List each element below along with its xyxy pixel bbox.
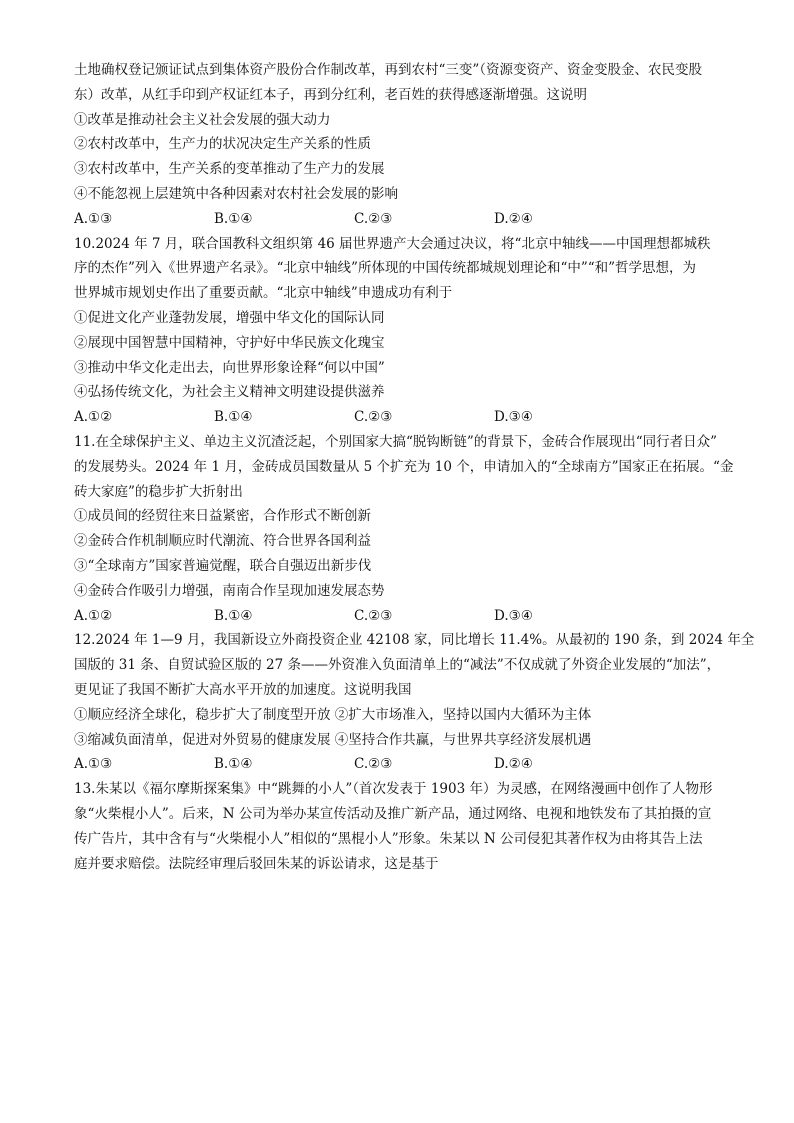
statement-item: ④弘扬传统文化，为社会主义精神文明建设提供滋养 xyxy=(74,384,385,401)
question-9 xyxy=(74,58,734,232)
question-text-line: 10.2024 年 7 月，联合国教科文组织第 46 届世界遗产大会通过决议，将“北京中轴线——中国理想都城秩 xyxy=(74,235,711,252)
option-d[interactable]: D.②④ xyxy=(494,210,533,227)
answer-options xyxy=(74,207,734,232)
question-10 xyxy=(74,232,734,430)
option-c[interactable]: C.②③ xyxy=(354,756,393,773)
option-c[interactable]: C.②③ xyxy=(354,607,393,624)
question-text-line: 11.在全球保护主义、单边主义沉渣泛起，个别国家大搞“脱钩断链”的背景下，金砖合作展现出“同行者日众” xyxy=(74,433,718,450)
question-13 xyxy=(74,777,734,876)
statement-item: ②金砖合作机制顺应时代潮流、符合世界各国利益 xyxy=(74,533,371,550)
option-b[interactable]: B.①④ xyxy=(214,756,253,773)
answer-options xyxy=(74,604,734,629)
statement-item: ①促进文化产业蓬勃发展，增强中华文化的国际认同 xyxy=(74,309,385,326)
statement-item: ②展现中国智慧中国精神，守护好中华民族文化瑰宝 xyxy=(74,334,385,351)
question-text-line: 国版的 31 条、自贸试验区版的 27 条——外资准入负面清单上的“减法”不仅成就了外资企业发展的“加法”， xyxy=(74,657,721,674)
question-text-line: 更见证了我国不断扩大高水平开放的加速度。这说明我国 xyxy=(74,681,412,698)
answer-options xyxy=(74,405,734,430)
statement-item: ①顺应经济全球化，稳步扩大了制度型开放 ②扩大市场准入，坚持以国内大循环为主体 xyxy=(74,706,592,723)
question-text-line: 传广告片，其中含有与“火柴棍小人”相似的“黑棍小人”形象。朱某以 N 公司侵犯其著作权为由将其告上法 xyxy=(74,830,703,847)
question-text-line: 世界城市规划史作出了重要贡献。“北京中轴线”申遗成功有利于 xyxy=(74,285,453,302)
option-d[interactable]: D.③④ xyxy=(494,607,533,624)
question-12 xyxy=(74,628,755,777)
option-a[interactable]: A.①② xyxy=(74,409,113,426)
statement-item: ①成员间的经贸往来日益紧密，合作形式不断创新 xyxy=(74,508,371,525)
option-b[interactable]: B.①④ xyxy=(214,409,253,426)
option-d[interactable]: D.③④ xyxy=(494,409,533,426)
option-c[interactable]: C.②③ xyxy=(354,210,393,227)
statement-item: ②农村改革中，生产力的状况决定生产关系的性质 xyxy=(74,136,371,153)
option-c[interactable]: C.②③ xyxy=(354,409,393,426)
statement-item: ③“全球南方”国家普遍觉醒，联合自强迈出新步伐 xyxy=(74,557,372,574)
question-text-line: 砖大家庭”的稳步扩大折射出 xyxy=(74,483,243,500)
option-a[interactable]: A.①③ xyxy=(74,210,113,227)
option-a[interactable]: A.①② xyxy=(74,607,113,624)
statement-item: ①改革是推动社会主义社会发展的强大动力 xyxy=(74,111,331,128)
statement-item: ③缩减负面清单，促进对外贸易的健康发展 ④坚持合作共赢，与世界共享经济发展机遇 xyxy=(74,731,592,748)
question-text-line: 庭并要求赔偿。法院经审理后驳回朱某的诉讼请求，这是基于 xyxy=(74,855,439,872)
option-b[interactable]: B.①④ xyxy=(214,607,253,624)
question-text-line: 13.朱某以《福尔摩斯探案集》中“跳舞的小人”（首次发表于 1903 年）为灵感，在网络漫画中创作了人物形 xyxy=(74,781,713,798)
question-text-line: 东）改革，从红手印到产权证红本子，再到分红利，老百姓的获得感逐渐增强。这说明 xyxy=(74,86,587,103)
question-text-line: 序的杰作”列入《世界遗产名录》。“北京中轴线”所体现的中国传统都城规划理论和“中”“和”哲学思想，为 xyxy=(74,260,697,277)
statement-item: ④不能忽视上层建筑中各种因素对农村社会发展的影响 xyxy=(74,185,398,202)
statement-item: ③推动中华文化走出去，向世界形象诠释“何以中国” xyxy=(74,359,385,376)
statement-item: ③农村改革中，生产关系的变革推动了生产力的发展 xyxy=(74,161,385,178)
question-text-line: 象“火柴棍小人”。后来，N 公司为举办某宣传活动及推广新产品，通过网络、电视和地铁发布了其拍摄的宣 xyxy=(74,805,712,822)
statement-item: ④金砖合作吸引力增强，南南合作呈现加速发展态势 xyxy=(74,582,385,599)
question-text-line: 土地确权登记颁证试点到集体资产股份合作制改革，再到农村“三变”（资源变资产、资金变股金、农民变股 xyxy=(74,62,703,78)
exam-page xyxy=(74,58,755,876)
option-a[interactable]: A.①③ xyxy=(74,756,113,773)
option-d[interactable]: D.②④ xyxy=(494,756,533,773)
answer-options xyxy=(74,752,734,777)
option-b[interactable]: B.①④ xyxy=(214,210,253,227)
question-11 xyxy=(74,430,734,628)
question-text-line: 12.2024 年 1—9 月，我国新设立外商投资企业 42108 家，同比增长 11.4%。从最初的 190 条，到 2024 年全 xyxy=(74,632,755,649)
question-text-line: 的发展势头。2024 年 1 月，金砖成员国数量从 5 个扩充为 10 个，申请加入的“全球南方”国家正在拓展。“金 xyxy=(74,458,734,475)
